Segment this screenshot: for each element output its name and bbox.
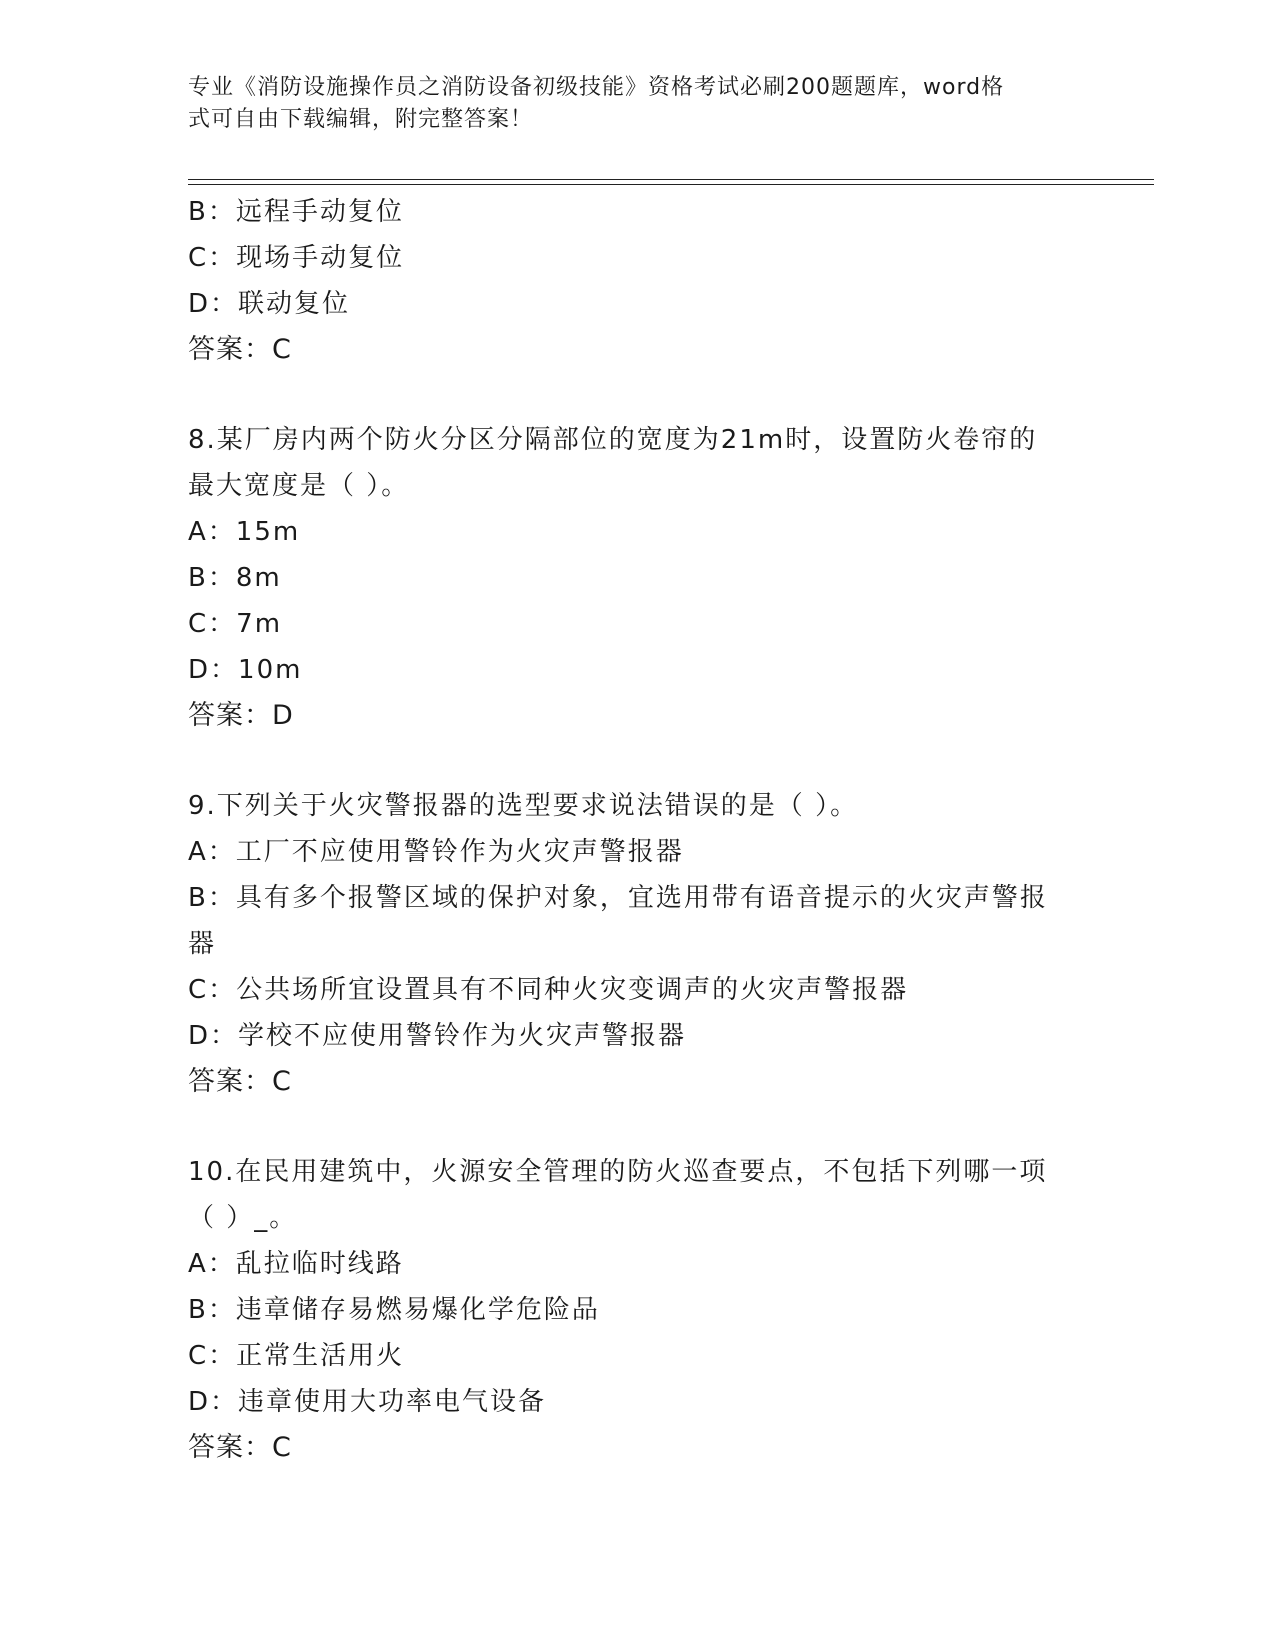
question-9-block (188, 783, 1088, 1105)
q9-option-c: C：公共场所宜设置具有不同种火灾变调声的火灾声警报器 (188, 975, 909, 1005)
q9-answer: 答案：C (188, 1066, 292, 1097)
header-line-1: 专业《消防设施操作员之消防设备初级技能》资格考试必刷200题题库，word格 (188, 75, 1005, 100)
q9-option-d: D：学校不应使用警铃作为火灾声警报器 (188, 1021, 687, 1051)
q10-answer: 答案：C (188, 1432, 292, 1463)
q9-option-b-line-1: B：具有多个报警区域的保护对象，宜选用带有语音提示的火灾声警报 (188, 883, 1048, 913)
spacer (188, 373, 1088, 417)
q7-option-d: D：联动复位 (188, 289, 351, 319)
question-content (188, 189, 1088, 1471)
spacer (188, 1105, 1088, 1149)
q10-question-line-2: （ ）_。 (188, 1203, 298, 1233)
spacer (188, 739, 1088, 783)
q8-option-d: D：10m (188, 655, 303, 685)
q9-question: 9.下列关于火灾警报器的选型要求说法错误的是（ ）。 (188, 791, 859, 821)
q8-option-b: B：8m (188, 563, 282, 593)
q9-option-b-line-2: 器 (188, 929, 217, 959)
header-divider-top (188, 179, 1154, 180)
question-8-block (188, 417, 1088, 739)
q7-option-c: C：现场手动复位 (188, 243, 405, 273)
q7-answer: 答案：C (188, 334, 292, 365)
q8-question-line-2: 最大宽度是（ ）。 (188, 471, 410, 501)
header-line-2: 式可自由下载编辑，附完整答案！ (188, 107, 534, 132)
q9-option-a: A：工厂不应使用警铃作为火灾声警报器 (188, 837, 684, 867)
q10-option-c: C：正常生活用火 (188, 1341, 405, 1371)
q8-question-line-1: 8.某厂房内两个防火分区分隔部位的宽度为21m时，设置防火卷帘的 (188, 425, 1038, 455)
header-divider-bottom (188, 184, 1154, 185)
q8-answer: 答案：D (188, 700, 294, 731)
question-7-block (188, 189, 1088, 373)
q7-option-b: B：远程手动复位 (188, 197, 404, 227)
document-header (188, 72, 1088, 136)
question-10-block (188, 1149, 1088, 1471)
q10-question-line-1: 10.在民用建筑中，火源安全管理的防火巡查要点，不包括下列哪一项 (188, 1157, 1048, 1187)
q10-option-a: A：乱拉临时线路 (188, 1249, 404, 1279)
q8-option-c: C：7m (188, 609, 283, 639)
q8-option-a: A：15m (188, 517, 301, 547)
q10-option-b: B：违章储存易燃易爆化学危险品 (188, 1295, 600, 1325)
q10-option-d: D：违章使用大功率电气设备 (188, 1387, 547, 1417)
